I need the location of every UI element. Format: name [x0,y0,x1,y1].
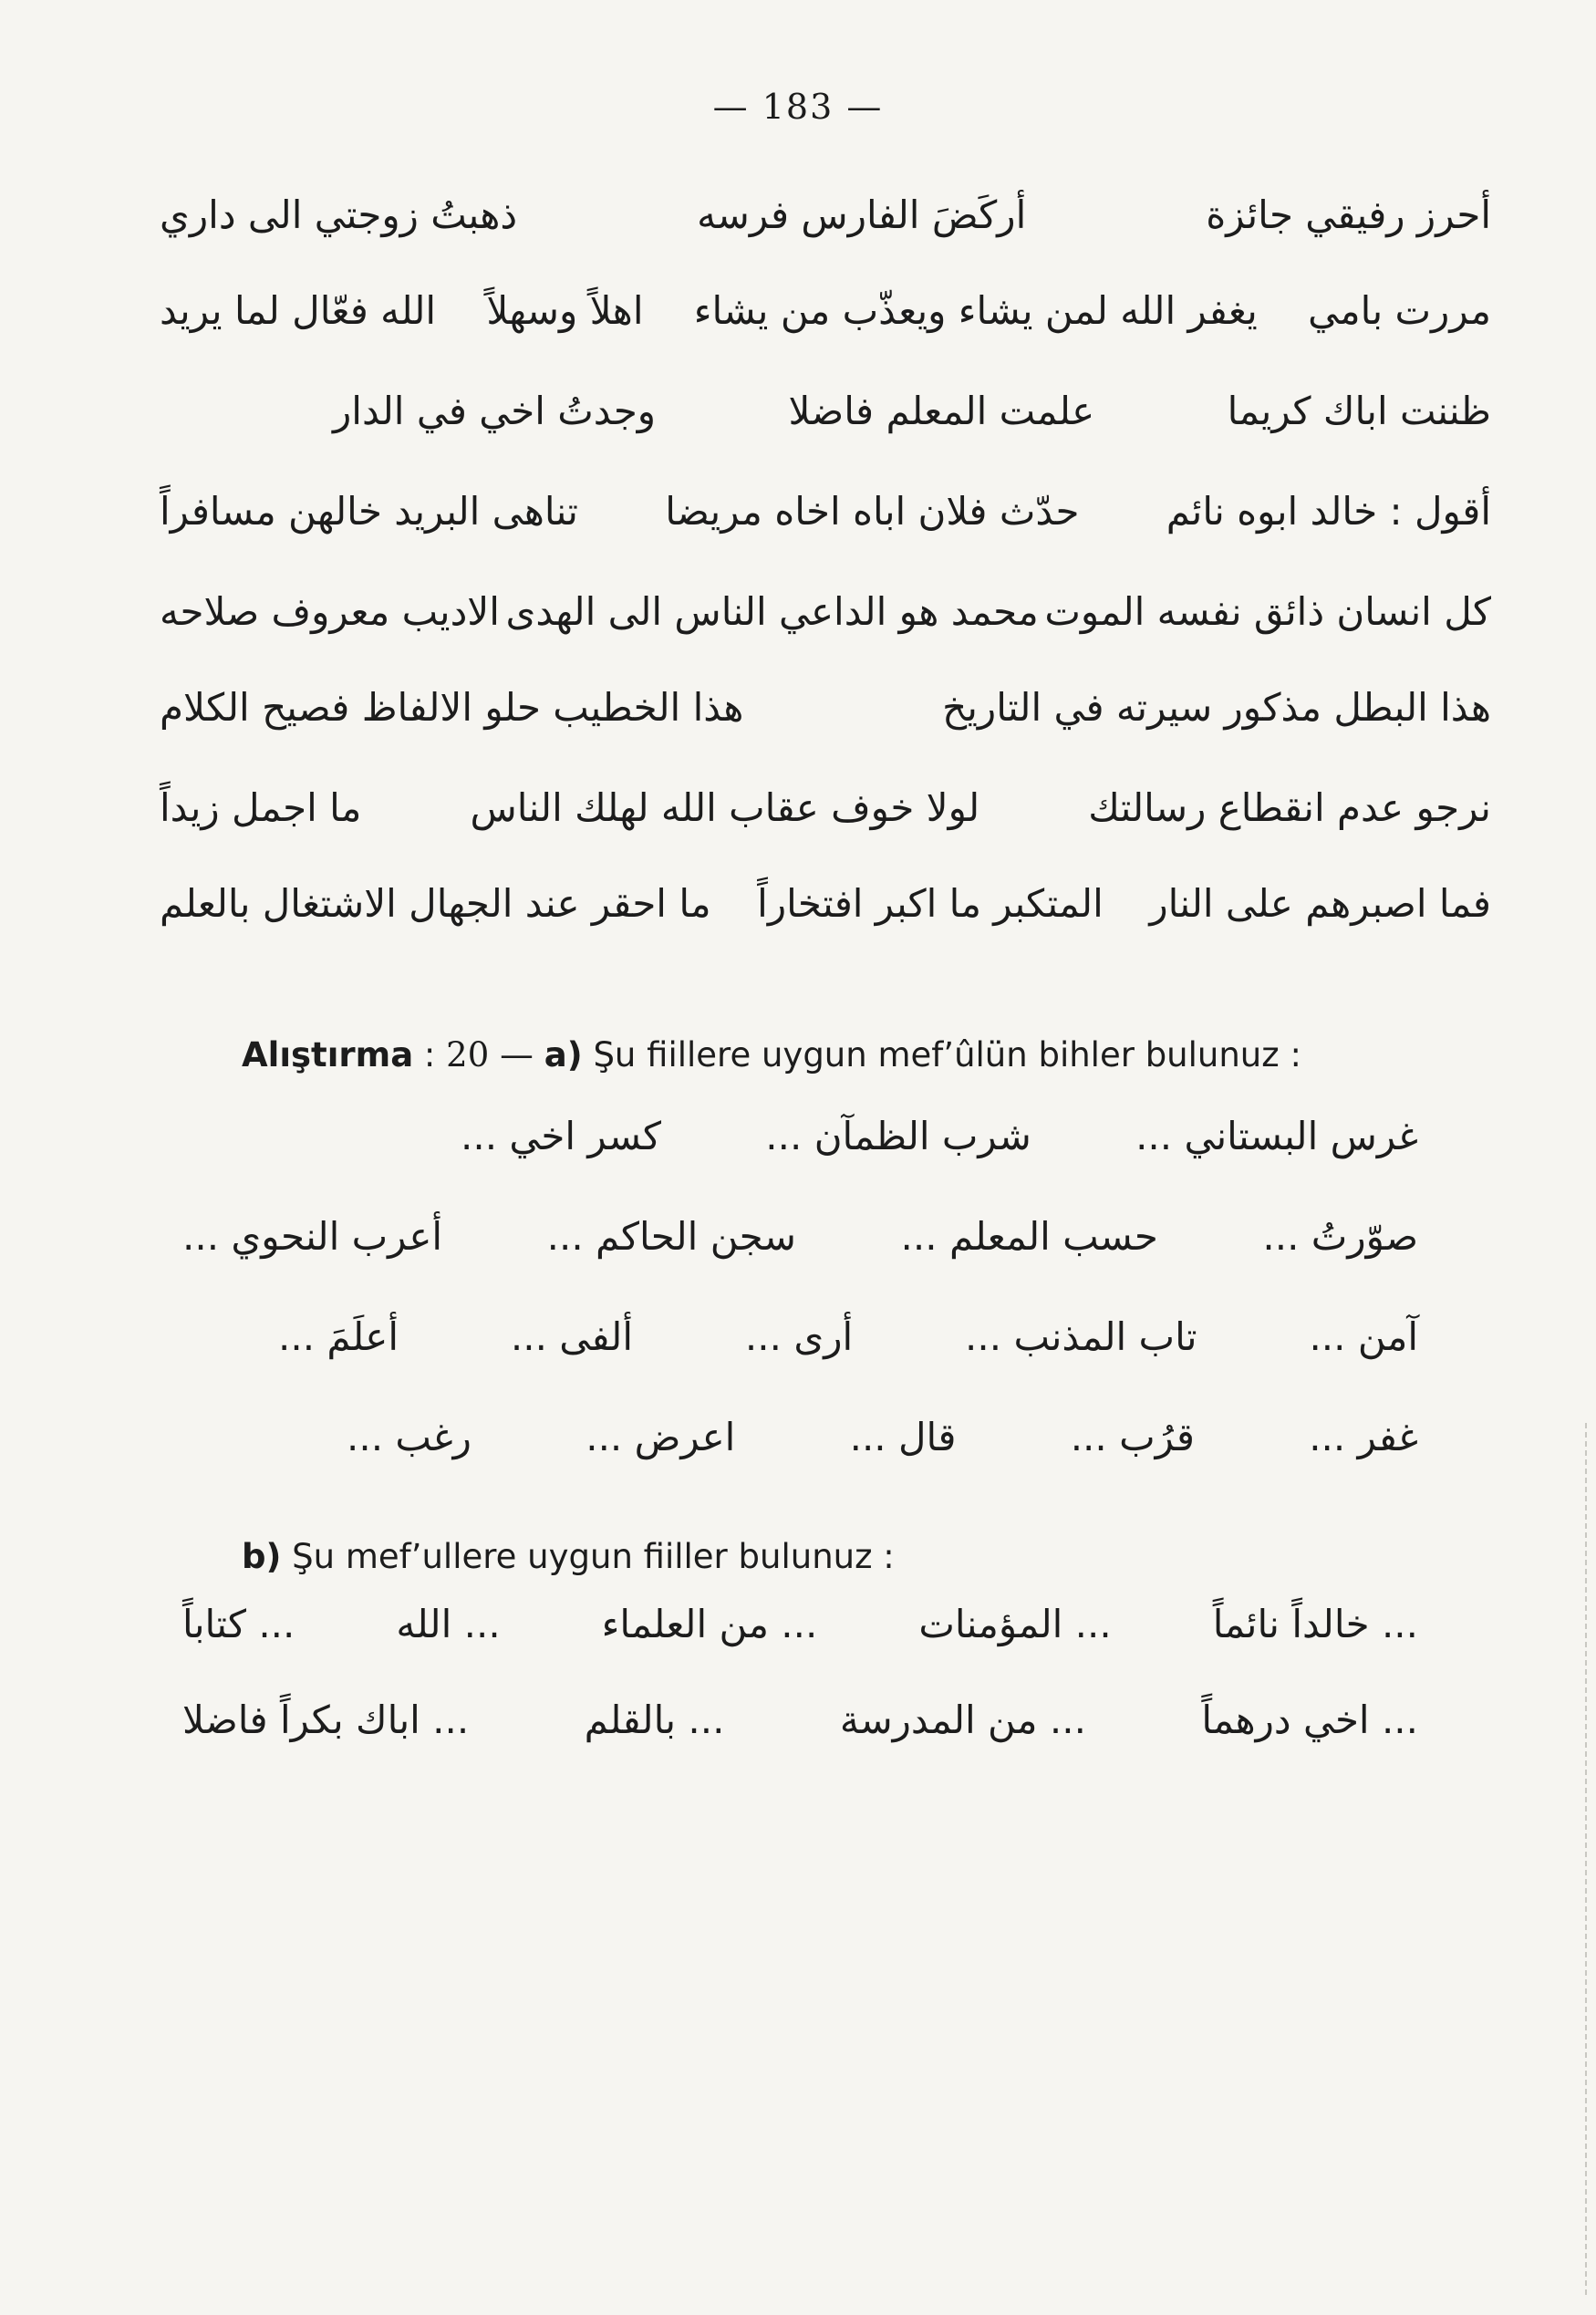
part-a-instruction: Şu fiillere uygun mef’ûlün bihler bulunuz : [582,1035,1301,1074]
arabic-phrase: اهلاً وسهلاً [486,288,644,333]
arabic-line-4 [160,489,1491,534]
arabic-phrase: وجدتُ اخي في الدار [333,389,657,433]
arabic-phrase: ظننت اباك كريما [1227,389,1491,433]
arabic-phrase: قال ... [849,1415,957,1459]
arabic-phrase: يغفر الله لمن يشاء ويعذّب من يشاء [693,288,1258,333]
arabic-phrase: ما اجمل زيداً [160,785,362,830]
arabic-phrase: الاديب معروف صلاحه [160,589,500,634]
arabic-phrase: ... اباك بكراً فاضلا [182,1697,470,1742]
arabic-phrase: آمن ... [1309,1314,1418,1359]
exercise-b-line-2 [182,1697,1418,1742]
arabic-line-8 [160,881,1491,926]
exercise-number: 20 [446,1035,490,1074]
arabic-phrase: حسب المعلم ... [900,1214,1158,1259]
arabic-phrase: غرس البستاني ... [1135,1114,1418,1158]
exercise-label: Alıştırma [242,1035,414,1074]
arabic-phrase: ... من المدرسة [839,1697,1086,1742]
arabic-phrase: ... خالداً نائماً [1212,1602,1418,1646]
arabic-line-3 [333,389,1491,433]
part-b-label: b) [242,1537,282,1576]
exercise-b-line-1 [182,1602,1418,1646]
part-b-heading [242,1537,895,1576]
arabic-phrase: أرى ... [744,1314,854,1359]
arabic-phrase: الله فعّال لما يريد [160,288,437,333]
exercise-a-line-4 [347,1415,1418,1459]
part-b-instruction: Şu mef’ullere uygun fiiller bulunuz : [281,1537,895,1576]
arabic-phrase: ... الله [396,1602,501,1646]
arabic-line-2 [160,288,1491,333]
exercise-a-line-2 [182,1214,1418,1259]
arabic-phrase: علمت المعلم فاضلا [788,389,1095,433]
arabic-phrase: أعرب النحوي ... [182,1214,443,1259]
arabic-phrase: رغب ... [347,1415,472,1459]
arabic-phrase: سجن الحاكم ... [546,1214,796,1259]
arabic-phrase: غفر ... [1309,1415,1418,1459]
arabic-phrase: ألفى ... [510,1314,634,1359]
arabic-phrase: فما اصبرهم على النار [1149,881,1491,926]
arabic-phrase: أركَضَ الفارس فرسه [697,192,1027,237]
arabic-phrase: المتكبر ما اكبر افتخاراً [757,881,1104,926]
exercise-a-line-1 [461,1114,1418,1158]
arabic-phrase: تاب المذنب ... [965,1314,1197,1359]
arabic-phrase: ... من العلماء [601,1602,818,1646]
arabic-phrase: أحرز رفيقي جائزة [1206,192,1491,237]
arabic-phrase: صوّرتُ ... [1262,1214,1418,1259]
arabic-phrase: كسر اخي ... [461,1114,662,1158]
exercise-heading [242,1035,1301,1074]
arabic-phrase: كل انسان ذائق نفسه الموت [1044,589,1491,634]
arabic-phrase: ذهبتُ زوجتي الى داري [160,192,518,237]
arabic-phrase: حدّث فلان اباه اخاه مريضا [665,489,1080,534]
arabic-phrase: ... اخي درهماً [1201,1697,1418,1742]
arabic-phrase: أعلَمَ ... [278,1314,399,1359]
arabic-phrase: تناهى البريد خالهن مسافراً [160,489,579,534]
exercise-colon: : [413,1035,447,1074]
exercise-dash: — [489,1035,544,1074]
arabic-phrase: ... بالقلم [584,1697,725,1742]
arabic-line-5 [160,589,1491,634]
scan-edge-line [1585,1423,1587,2299]
arabic-phrase: أقول : خالد ابوه نائم [1166,489,1491,534]
arabic-phrase: محمد هو الداعي الناس الى الهدى [505,589,1039,634]
arabic-phrase: هذا البطل مذكور سيرته في التاريخ [942,685,1491,730]
page-number: — 183 — [712,87,884,127]
arabic-phrase: نرجو عدم انقطاع رسالتك [1088,785,1491,830]
arabic-phrase: اعرض ... [586,1415,736,1459]
arabic-phrase: ما احقر عند الجهال الاشتغال بالعلم [160,881,711,926]
arabic-phrase: ... المؤمنات [918,1602,1112,1646]
arabic-phrase: شرب الظمآن ... [765,1114,1031,1158]
arabic-line-7 [160,785,1491,830]
exercise-a-line-3 [278,1314,1418,1359]
arabic-phrase: ... كتاباً [182,1602,295,1646]
arabic-phrase: لولا خوف عقاب الله لهلك الناس [470,785,980,830]
arabic-phrase: مررت بامي [1308,288,1491,333]
arabic-line-1 [160,192,1491,237]
arabic-phrase: قرُب ... [1070,1415,1195,1459]
arabic-line-6 [160,685,1491,730]
arabic-phrase: هذا الخطيب حلو الالفاظ فصيح الكلام [160,685,744,730]
part-a-label: a) [544,1035,583,1074]
